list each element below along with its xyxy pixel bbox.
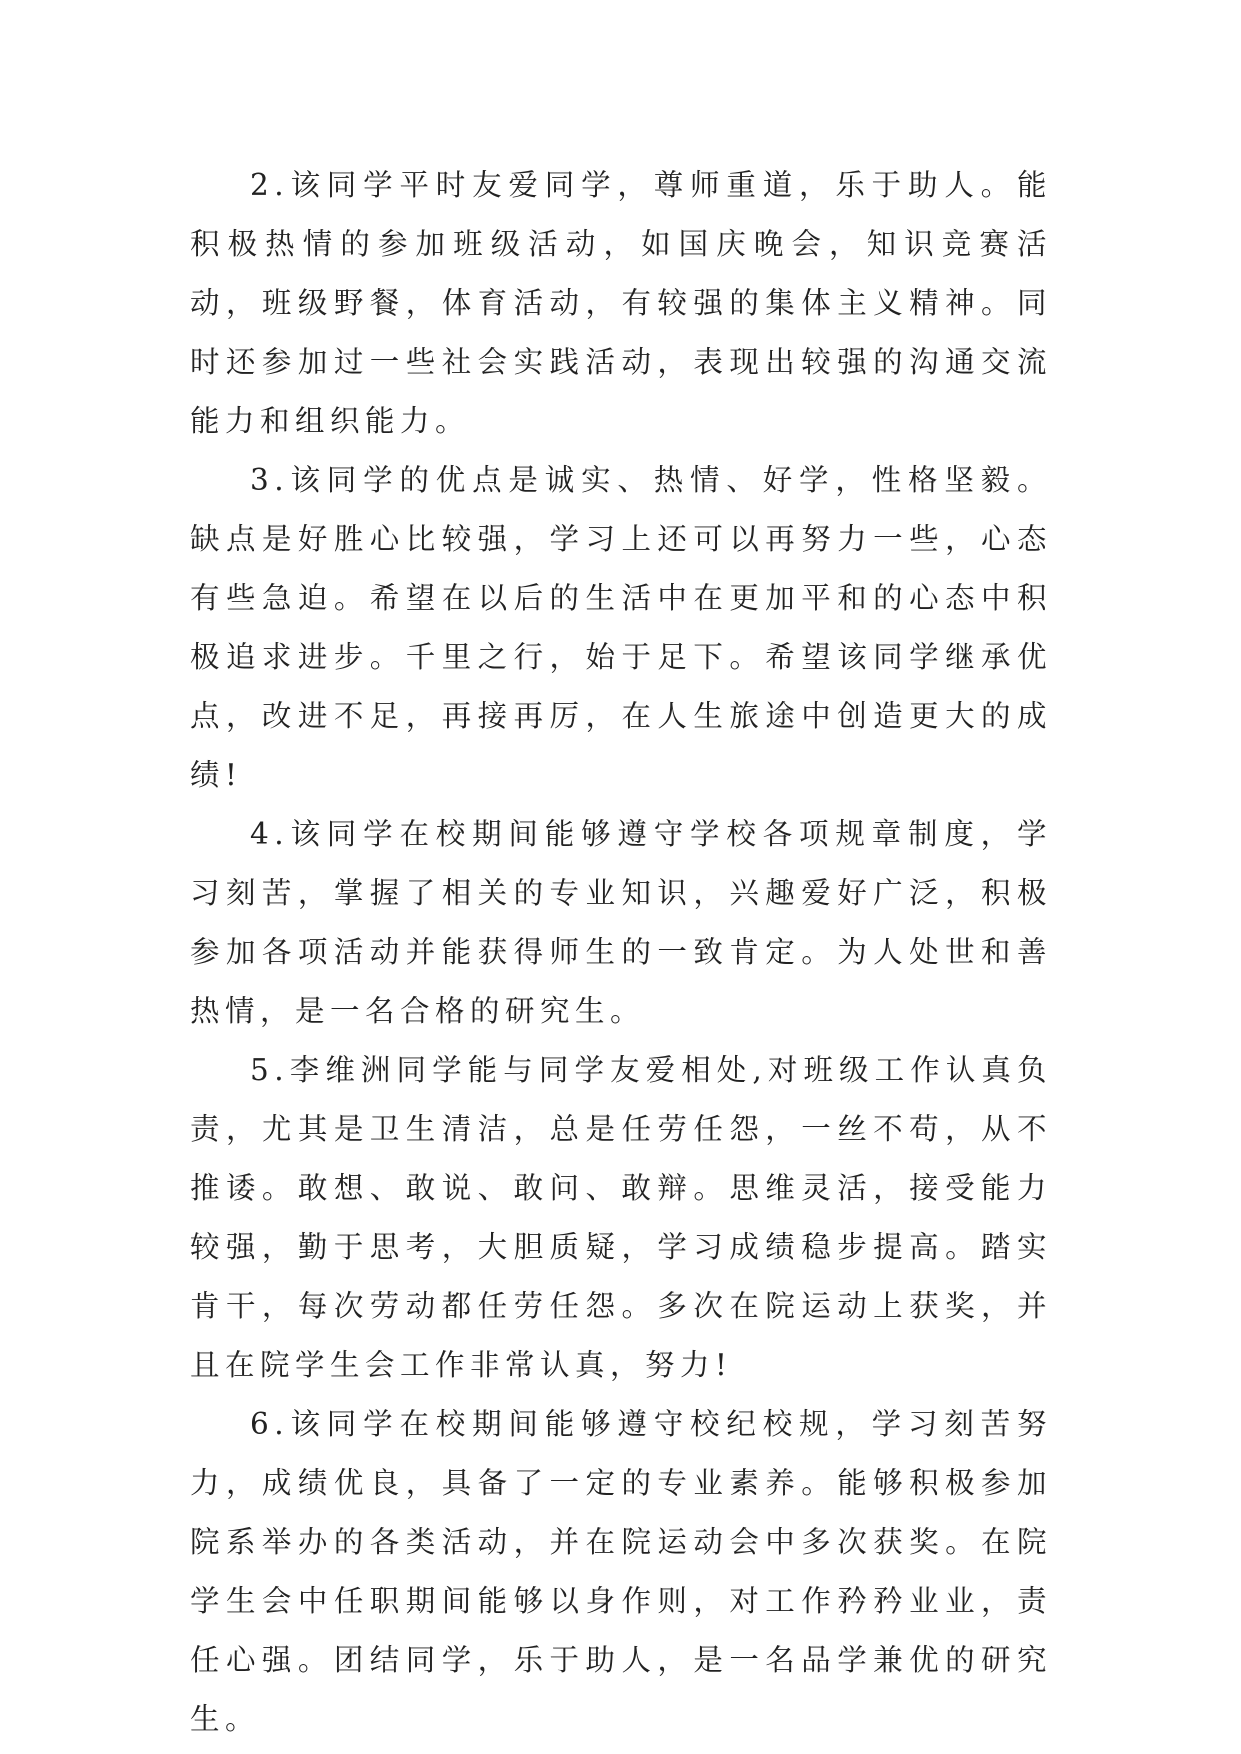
paragraph-2: 2.该同学平时友爱同学，尊师重道，乐于助人。能积极热情的参加班级活动，如国庆晚会，知识竞赛活动，班级野餐，体育活动，有较强的集体主义精神。同时还参加过一些社会实践活动，表现出较强的沟通交流能力和组织能力。 bbox=[190, 168, 1052, 438]
paragraph-5: 5.李维洲同学能与同学友爱相处,对班级工作认真负责，尤其是卫生清洁，总是任劳任怨，一丝不苟，从不推诿。敢想、敢说、敢问、敢辩。思维灵活，接受能力较强，勤于思考，大胆质疑，学习成绩稳步提高。踏实肯干，每次劳动都任劳任怨。多次在院运动上获奖，并且在院学生会工作非常认真，努力! bbox=[190, 1053, 1052, 1382]
paragraph-6: 6.该同学在校期间能够遵守校纪校规，学习刻苦努力，成绩优良，具备了一定的专业素养。能够积极参加院系举办的各类活动，并在院运动会中多次获奖。在院学生会中任职期间能够以身作则，对工作矜矜业业，责任心强。团结同学，乐于助人，是一名品学兼优的研究生。 bbox=[190, 1407, 1052, 1736]
paragraph-4: 4.该同学在校期间能够遵守学校各项规章制度，学习刻苦，掌握了相关的专业知识，兴趣爱好广泛，积极参加各项活动并能获得师生的一致肯定。为人处世和善热情，是一名合格的研究生。 bbox=[190, 817, 1052, 1028]
paragraph-3: 3.该同学的优点是诚实、热情、好学，性格坚毅。缺点是好胜心比较强，学习上还可以再努力一些，心态有些急迫。希望在以后的生活中在更加平和的心态中积极追求进步。千里之行，始于足下。希望该同学继承优点，改进不足，再接再厉，在人生旅途中创造更大的成绩! bbox=[190, 463, 1052, 792]
document-body bbox=[190, 156, 1052, 1749]
